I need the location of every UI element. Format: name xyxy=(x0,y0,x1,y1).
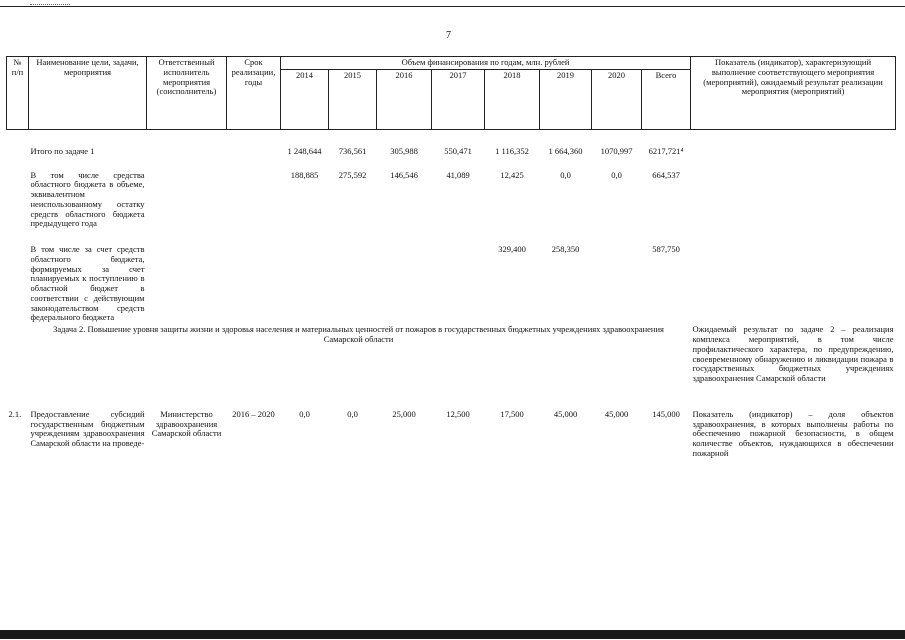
cell-executor xyxy=(147,146,227,158)
bottom-rule xyxy=(0,630,905,639)
top-dotted-mark xyxy=(30,4,70,5)
cell-no xyxy=(7,170,29,231)
cell-name: В том числе средства областного бюджета в объеме, эквивалентном неиспользованному остатку средств областного бюджета предыдущего года xyxy=(30,169,145,229)
page-number: 7 xyxy=(446,30,451,41)
cell-value: 1 664,360 xyxy=(548,145,583,156)
header-name: Наименование цели, задачи, мероприятия xyxy=(29,57,147,130)
top-rule xyxy=(0,6,905,7)
header-funding-title: Объем финансирования по годам, млн. рублей xyxy=(281,57,691,70)
task-row xyxy=(7,324,896,385)
cell-value: 41,089 xyxy=(446,169,470,180)
cell-value xyxy=(329,244,377,324)
cell-value: 17,500 xyxy=(500,408,524,419)
cell-value: 0,0 xyxy=(299,408,310,419)
header-executor: Ответственный исполнитель мероприятия (соисполнитель) xyxy=(147,57,227,130)
cell-indicator xyxy=(691,244,896,324)
cell-value: 12,500 xyxy=(446,408,470,419)
cell-value: 12,425 xyxy=(500,169,524,180)
cell-value xyxy=(281,244,329,324)
task-2-heading: Задача 2. Повышение уровня защиты жизни и здоровья населения и материальных ценностей от пожаров в государственных бюджетных учреждениях здравоохранения Самарской области xyxy=(53,324,664,345)
cell-value: 305,988 xyxy=(390,145,418,156)
cell-value: 1 248,644 xyxy=(287,145,322,156)
header-year: 2014 xyxy=(281,69,329,129)
cell-value: 25,000 xyxy=(392,408,416,419)
header-year: 2018 xyxy=(485,69,540,129)
cell-no xyxy=(7,244,29,324)
cell-value: 550,471 xyxy=(444,145,472,156)
cell-value: 1070,997 xyxy=(600,145,633,156)
cell-value xyxy=(377,244,432,324)
cell-value-total: 664,537 xyxy=(652,169,680,180)
cell-value-total: 145,000 xyxy=(652,408,680,419)
header-no: № п/п xyxy=(7,57,29,130)
header-year: 2019 xyxy=(540,69,592,129)
cell-name: Итого по задаче 1 xyxy=(30,145,95,156)
header-year: 2017 xyxy=(432,69,485,129)
cell-value: 258,350 xyxy=(551,244,580,255)
header-indicator: Показатель (индикатор), характеризующий выполнение соответствующего мероприятия (мероприятий), ожидаемый результат реализации мероприятия (мероприятий) xyxy=(691,57,896,130)
cell-value: 275,592 xyxy=(338,169,367,180)
cell-indicator: Показатель (индикатор) – доля объектов здравоохранения, в которых выполнены работы по обеспечению пожарной безопасности, в общем количестве объектов, нуждающихся в обеспечении пожарной xyxy=(692,408,894,458)
cell-value-total: 6217,721⁴ xyxy=(648,145,684,156)
header-year: 2020 xyxy=(592,69,642,129)
cell-term xyxy=(227,170,281,231)
header-year: 2016 xyxy=(377,69,432,129)
cell-executor xyxy=(147,244,227,324)
header-year-total: Всего xyxy=(642,69,691,129)
cell-value: 736,561 xyxy=(338,145,367,156)
cell-value: 146,546 xyxy=(390,169,418,180)
cell-value: 1 116,352 xyxy=(495,145,529,156)
cell-no xyxy=(7,146,29,158)
cell-value: 45,000 xyxy=(604,408,629,419)
table-row xyxy=(7,409,896,460)
cell-term xyxy=(227,244,281,324)
task-2-result: Ожидаемый результат по задаче 2 – реализация комплекса мероприятий, в том числе профилактического характера, по предупреждению, своевременному обнаружению и ликвидации пожара в государственных бюджетных учреждениях здравоохранения Самарской области xyxy=(692,324,894,384)
cell-value xyxy=(592,244,642,324)
cell-no: 2.1. xyxy=(8,408,22,419)
cell-value: 0,0 xyxy=(611,169,622,180)
header-term: Срок реализации, годы xyxy=(227,57,281,130)
cell-value: 45,000 xyxy=(553,408,578,419)
cell-indicator xyxy=(691,146,896,158)
cell-value: 0,0 xyxy=(347,408,358,419)
cell-term: 2016 – 2020 xyxy=(232,408,275,419)
cell-executor xyxy=(147,170,227,231)
table-row xyxy=(7,146,896,158)
cell-executor: Министерство здравоохранения Самарской области xyxy=(151,408,222,439)
table-row xyxy=(7,170,896,231)
cell-value-total: 587,750 xyxy=(652,244,680,255)
cell-value: 0,0 xyxy=(560,169,571,180)
cell-value xyxy=(432,244,485,324)
cell-value: 188,885 xyxy=(290,169,319,180)
cell-indicator xyxy=(691,170,896,231)
funding-table xyxy=(6,56,896,460)
table-header xyxy=(7,57,896,130)
header-year: 2015 xyxy=(329,69,377,129)
cell-term xyxy=(227,146,281,158)
cell-name: Предоставление субсидий государственным бюджетным учреждениям здравоохранения Самарской области на проведе- xyxy=(30,408,145,449)
cell-name: В том числе за счет средств областного бюджета, формируемых за счет планируемых к поступлению в областной бюджет в соответствии с действующим законодательством средств федерального бюджета xyxy=(30,244,145,323)
cell-value: 329,400 xyxy=(498,244,526,255)
table-row xyxy=(7,244,896,324)
